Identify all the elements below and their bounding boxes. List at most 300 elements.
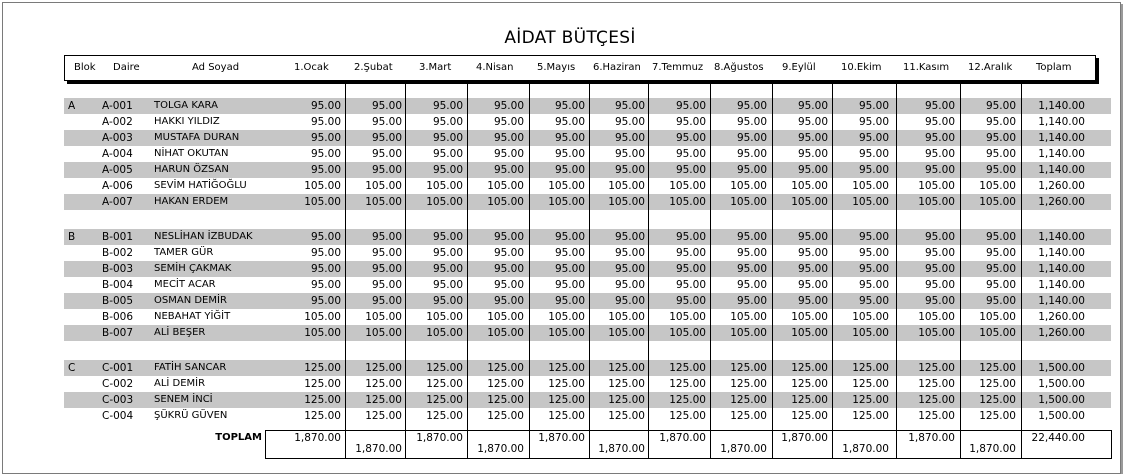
- name-cell: HAKAN ERDEM: [154, 196, 229, 207]
- month-amount-cell: 105.00: [979, 311, 1016, 323]
- month-amount-cell: 95.00: [858, 295, 889, 307]
- month-amount-cell: 95.00: [614, 231, 645, 243]
- name-cell: NESLİHAN İZBUDAK: [154, 231, 253, 242]
- daire-cell: A-003: [102, 132, 133, 144]
- month-amount-cell: 95.00: [797, 231, 828, 243]
- month-amount-cell: 125.00: [791, 378, 828, 390]
- month-amount-cell: 95.00: [924, 164, 955, 176]
- month-amount-cell: 95.00: [554, 132, 585, 144]
- column-header-14: 12.Aralık: [968, 62, 1013, 73]
- month-total-cell: 1,870.00: [781, 432, 828, 444]
- grid-line: [960, 84, 961, 458]
- month-amount-cell: 95.00: [985, 100, 1016, 112]
- month-amount-cell: 95.00: [797, 132, 828, 144]
- month-amount-cell: 95.00: [614, 132, 645, 144]
- table-row: [0, 277, 1126, 293]
- row-total-cell: 1,500.00: [1038, 362, 1085, 374]
- month-amount-cell: 125.00: [730, 394, 767, 406]
- month-amount-cell: 95.00: [432, 164, 463, 176]
- name-cell: ALİ DEMİR: [154, 378, 206, 389]
- month-amount-cell: 125.00: [608, 362, 645, 374]
- month-amount-cell: 105.00: [979, 327, 1016, 339]
- month-amount-cell: 125.00: [669, 362, 706, 374]
- month-amount-cell: 125.00: [304, 394, 341, 406]
- month-amount-cell: 95.00: [554, 231, 585, 243]
- row-total-cell: 1,500.00: [1038, 410, 1085, 422]
- month-amount-cell: 105.00: [548, 327, 585, 339]
- month-amount-cell: 95.00: [858, 148, 889, 160]
- daire-cell: A-006: [102, 180, 133, 192]
- month-amount-cell: 95.00: [675, 164, 706, 176]
- month-amount-cell: 105.00: [852, 196, 889, 208]
- month-amount-cell: 125.00: [487, 362, 524, 374]
- daire-cell: B-002: [102, 247, 134, 259]
- table-row: [0, 98, 1126, 114]
- row-total-cell: 1,260.00: [1038, 180, 1085, 192]
- month-amount-cell: 95.00: [797, 148, 828, 160]
- month-amount-cell: 105.00: [669, 327, 706, 339]
- month-amount-cell: 95.00: [432, 132, 463, 144]
- month-amount-cell: 95.00: [985, 231, 1016, 243]
- daire-cell: A-004: [102, 148, 133, 160]
- month-amount-cell: 95.00: [736, 100, 767, 112]
- month-amount-cell: 95.00: [985, 263, 1016, 275]
- month-amount-cell: 95.00: [554, 247, 585, 259]
- month-amount-cell: 95.00: [554, 116, 585, 128]
- month-amount-cell: 125.00: [852, 378, 889, 390]
- month-amount-cell: 125.00: [426, 394, 463, 406]
- month-amount-cell: 125.00: [487, 410, 524, 422]
- name-cell: SENEM İNCİ: [154, 394, 213, 405]
- row-total-cell: 1,140.00: [1038, 279, 1085, 291]
- table-row: [0, 293, 1126, 309]
- month-amount-cell: 105.00: [304, 311, 341, 323]
- month-amount-cell: 105.00: [918, 327, 955, 339]
- month-amount-cell: 105.00: [365, 196, 402, 208]
- month-amount-cell: 95.00: [736, 231, 767, 243]
- month-amount-cell: 95.00: [675, 231, 706, 243]
- month-amount-cell: 95.00: [736, 263, 767, 275]
- month-amount-cell: 95.00: [493, 132, 524, 144]
- month-amount-cell: 105.00: [426, 196, 463, 208]
- month-amount-cell: 125.00: [918, 378, 955, 390]
- month-amount-cell: 95.00: [736, 279, 767, 291]
- daire-cell: B-005: [102, 295, 134, 307]
- month-amount-cell: 95.00: [736, 164, 767, 176]
- month-amount-cell: 105.00: [487, 311, 524, 323]
- month-amount-cell: 105.00: [669, 311, 706, 323]
- row-total-cell: 1,140.00: [1038, 247, 1085, 259]
- month-amount-cell: 95.00: [432, 279, 463, 291]
- month-amount-cell: 105.00: [979, 196, 1016, 208]
- row-total-cell: 1,140.00: [1038, 100, 1085, 112]
- column-header-4: 2.Şubat: [354, 62, 393, 73]
- month-amount-cell: 105.00: [608, 327, 645, 339]
- month-amount-cell: 125.00: [365, 378, 402, 390]
- month-amount-cell: 105.00: [304, 180, 341, 192]
- month-amount-cell: 125.00: [426, 362, 463, 374]
- month-total-cell: 1,870.00: [477, 443, 524, 455]
- month-amount-cell: 95.00: [614, 247, 645, 259]
- row-total-cell: 1,140.00: [1038, 132, 1085, 144]
- month-amount-cell: 95.00: [371, 263, 402, 275]
- month-amount-cell: 95.00: [614, 164, 645, 176]
- month-amount-cell: 125.00: [548, 394, 585, 406]
- month-amount-cell: 95.00: [924, 116, 955, 128]
- month-amount-cell: 125.00: [608, 394, 645, 406]
- column-header-5: 3.Mart: [419, 62, 452, 73]
- month-amount-cell: 105.00: [608, 196, 645, 208]
- month-amount-cell: 95.00: [371, 132, 402, 144]
- table-row: [0, 360, 1126, 376]
- month-amount-cell: 95.00: [554, 279, 585, 291]
- month-amount-cell: 105.00: [365, 311, 402, 323]
- table-row: [0, 114, 1126, 130]
- month-amount-cell: 95.00: [371, 100, 402, 112]
- row-total-cell: 1,500.00: [1038, 394, 1085, 406]
- month-amount-cell: 95.00: [736, 247, 767, 259]
- row-total-cell: 1,140.00: [1038, 116, 1085, 128]
- table-row: [0, 178, 1126, 194]
- month-amount-cell: 95.00: [493, 295, 524, 307]
- month-amount-cell: 125.00: [852, 410, 889, 422]
- totals-label: TOPLAM: [215, 432, 262, 443]
- column-header-0: Blok: [74, 62, 96, 73]
- month-amount-cell: 95.00: [432, 247, 463, 259]
- month-amount-cell: 95.00: [310, 279, 341, 291]
- table-row: [0, 325, 1126, 341]
- month-amount-cell: 105.00: [548, 180, 585, 192]
- month-amount-cell: 105.00: [730, 196, 767, 208]
- row-total-cell: 1,140.00: [1038, 148, 1085, 160]
- month-amount-cell: 95.00: [675, 263, 706, 275]
- month-amount-cell: 95.00: [924, 247, 955, 259]
- table-row: [0, 146, 1126, 162]
- table-row: [0, 408, 1126, 424]
- month-amount-cell: 125.00: [669, 410, 706, 422]
- month-amount-cell: 95.00: [858, 164, 889, 176]
- month-amount-cell: 95.00: [493, 247, 524, 259]
- grid-line: [405, 84, 406, 458]
- month-amount-cell: 105.00: [852, 180, 889, 192]
- month-total-cell: 1,870.00: [538, 432, 585, 444]
- month-amount-cell: 125.00: [304, 378, 341, 390]
- month-amount-cell: 105.00: [791, 327, 828, 339]
- month-amount-cell: 95.00: [493, 100, 524, 112]
- month-amount-cell: 95.00: [614, 263, 645, 275]
- month-amount-cell: 105.00: [426, 327, 463, 339]
- month-amount-cell: 125.00: [852, 362, 889, 374]
- name-cell: FATİH SANCAR: [154, 362, 227, 373]
- month-amount-cell: 95.00: [371, 164, 402, 176]
- month-amount-cell: 105.00: [918, 196, 955, 208]
- month-amount-cell: 95.00: [924, 295, 955, 307]
- month-amount-cell: 95.00: [554, 148, 585, 160]
- month-amount-cell: 95.00: [310, 231, 341, 243]
- month-amount-cell: 95.00: [858, 231, 889, 243]
- month-amount-cell: 95.00: [310, 116, 341, 128]
- daire-cell: A-007: [102, 196, 133, 208]
- month-amount-cell: 95.00: [614, 279, 645, 291]
- month-amount-cell: 105.00: [852, 327, 889, 339]
- month-amount-cell: 105.00: [730, 180, 767, 192]
- month-amount-cell: 95.00: [924, 231, 955, 243]
- month-amount-cell: 125.00: [979, 362, 1016, 374]
- grid-line: [529, 84, 530, 458]
- daire-cell: B-001: [102, 231, 134, 243]
- month-amount-cell: 105.00: [487, 327, 524, 339]
- month-amount-cell: 125.00: [487, 378, 524, 390]
- month-amount-cell: 105.00: [669, 196, 706, 208]
- month-amount-cell: 125.00: [608, 410, 645, 422]
- month-amount-cell: 125.00: [669, 394, 706, 406]
- month-amount-cell: 95.00: [310, 263, 341, 275]
- daire-cell: C-003: [102, 394, 134, 406]
- month-amount-cell: 125.00: [791, 362, 828, 374]
- month-amount-cell: 125.00: [548, 362, 585, 374]
- month-total-cell: 1,870.00: [416, 432, 463, 444]
- row-total-cell: 1,260.00: [1038, 311, 1085, 323]
- name-cell: HAKKI YILDIZ: [154, 116, 220, 127]
- month-amount-cell: 95.00: [614, 295, 645, 307]
- month-amount-cell: 125.00: [365, 394, 402, 406]
- column-header-3: 1.Ocak: [294, 62, 329, 73]
- month-total-cell: 1,870.00: [355, 443, 402, 455]
- month-amount-cell: 95.00: [493, 116, 524, 128]
- month-amount-cell: 125.00: [304, 410, 341, 422]
- month-amount-cell: 95.00: [493, 164, 524, 176]
- month-amount-cell: 105.00: [304, 196, 341, 208]
- row-total-cell: 1,140.00: [1038, 263, 1085, 275]
- month-amount-cell: 95.00: [736, 116, 767, 128]
- month-amount-cell: 95.00: [736, 295, 767, 307]
- daire-cell: C-001: [102, 362, 134, 374]
- month-amount-cell: 105.00: [365, 327, 402, 339]
- grid-line: [1021, 84, 1022, 458]
- month-amount-cell: 95.00: [432, 116, 463, 128]
- month-amount-cell: 95.00: [675, 132, 706, 144]
- name-cell: ŞÜKRÜ GÜVEN: [154, 410, 228, 421]
- month-amount-cell: 95.00: [985, 132, 1016, 144]
- month-amount-cell: 95.00: [614, 116, 645, 128]
- month-amount-cell: 95.00: [432, 263, 463, 275]
- daire-cell: C-002: [102, 378, 134, 390]
- daire-cell: A-005: [102, 164, 133, 176]
- month-amount-cell: 105.00: [365, 180, 402, 192]
- month-amount-cell: 95.00: [675, 279, 706, 291]
- row-total-cell: 1,260.00: [1038, 327, 1085, 339]
- month-amount-cell: 95.00: [310, 100, 341, 112]
- row-total-cell: 1,500.00: [1038, 378, 1085, 390]
- month-amount-cell: 95.00: [985, 164, 1016, 176]
- daire-cell: A-002: [102, 116, 133, 128]
- daire-cell: B-003: [102, 263, 134, 275]
- table-row: [0, 245, 1126, 261]
- month-amount-cell: 95.00: [371, 247, 402, 259]
- month-amount-cell: 125.00: [487, 394, 524, 406]
- month-amount-cell: 105.00: [979, 180, 1016, 192]
- month-amount-cell: 95.00: [858, 263, 889, 275]
- month-amount-cell: 105.00: [730, 311, 767, 323]
- month-amount-cell: 95.00: [797, 164, 828, 176]
- grid-line: [345, 84, 346, 458]
- month-amount-cell: 95.00: [924, 148, 955, 160]
- grand-total-cell: 22,440.00: [1031, 432, 1085, 444]
- daire-cell: B-006: [102, 311, 134, 323]
- name-cell: OSMAN DEMİR: [154, 295, 227, 306]
- row-total-cell: 1,140.00: [1038, 164, 1085, 176]
- month-amount-cell: 95.00: [371, 231, 402, 243]
- daire-cell: C-004: [102, 410, 134, 422]
- month-amount-cell: 95.00: [432, 148, 463, 160]
- row-total-cell: 1,140.00: [1038, 295, 1085, 307]
- month-amount-cell: 95.00: [985, 148, 1016, 160]
- month-amount-cell: 125.00: [365, 362, 402, 374]
- month-amount-cell: 125.00: [918, 410, 955, 422]
- month-amount-cell: 95.00: [310, 132, 341, 144]
- table-row: [0, 392, 1126, 408]
- table-row: [0, 194, 1126, 210]
- daire-cell: A-001: [102, 100, 133, 112]
- month-amount-cell: 125.00: [791, 410, 828, 422]
- row-total-cell: 1,140.00: [1038, 231, 1085, 243]
- month-amount-cell: 125.00: [608, 378, 645, 390]
- month-total-cell: 1,870.00: [842, 443, 889, 455]
- name-cell: ALİ BEŞER: [154, 327, 206, 338]
- month-amount-cell: 125.00: [918, 394, 955, 406]
- month-amount-cell: 125.00: [791, 394, 828, 406]
- month-amount-cell: 95.00: [675, 148, 706, 160]
- month-amount-cell: 125.00: [730, 378, 767, 390]
- name-cell: TAMER GÜR: [154, 247, 214, 258]
- name-cell: SEVİM HATİĞOĞLU: [154, 180, 247, 191]
- month-amount-cell: 105.00: [918, 311, 955, 323]
- month-amount-cell: 95.00: [554, 164, 585, 176]
- month-amount-cell: 105.00: [608, 311, 645, 323]
- name-cell: NİHAT OKUTAN: [154, 148, 229, 159]
- month-amount-cell: 105.00: [548, 196, 585, 208]
- month-amount-cell: 95.00: [858, 100, 889, 112]
- month-amount-cell: 95.00: [924, 100, 955, 112]
- name-cell: NEBAHAT YİĞİT: [154, 311, 231, 322]
- month-amount-cell: 95.00: [675, 295, 706, 307]
- month-amount-cell: 95.00: [310, 247, 341, 259]
- month-amount-cell: 105.00: [852, 311, 889, 323]
- column-header-1: Daire: [113, 62, 140, 73]
- month-amount-cell: 95.00: [432, 231, 463, 243]
- month-amount-cell: 125.00: [548, 410, 585, 422]
- column-header-15: Toplam: [1036, 62, 1072, 73]
- name-cell: TOLGA KARA: [154, 100, 218, 111]
- month-amount-cell: 125.00: [979, 378, 1016, 390]
- table-row: [0, 309, 1126, 325]
- table-row: [0, 162, 1126, 178]
- month-amount-cell: 105.00: [487, 196, 524, 208]
- name-cell: HARUN ÖZSAN: [154, 164, 229, 175]
- month-amount-cell: 125.00: [669, 378, 706, 390]
- month-amount-cell: 105.00: [791, 196, 828, 208]
- table-row: [0, 130, 1126, 146]
- table-row: [0, 261, 1126, 277]
- name-cell: MUSTAFA DURAN: [154, 132, 240, 143]
- name-cell: SEMİH ÇAKMAK: [154, 263, 232, 274]
- month-amount-cell: 105.00: [304, 327, 341, 339]
- month-amount-cell: 95.00: [858, 132, 889, 144]
- column-header-2: Ad Soyad: [192, 62, 240, 73]
- month-amount-cell: 105.00: [548, 311, 585, 323]
- month-total-cell: 1,870.00: [294, 432, 341, 444]
- month-amount-cell: 95.00: [858, 247, 889, 259]
- month-amount-cell: 105.00: [608, 180, 645, 192]
- blok-label: A: [68, 100, 76, 112]
- month-amount-cell: 95.00: [985, 247, 1016, 259]
- month-amount-cell: 125.00: [979, 394, 1016, 406]
- month-amount-cell: 95.00: [432, 100, 463, 112]
- table-row: [0, 229, 1126, 245]
- month-amount-cell: 95.00: [371, 279, 402, 291]
- month-amount-cell: 95.00: [858, 116, 889, 128]
- grid-line: [896, 84, 897, 458]
- report-title: AİDAT BÜTÇESİ: [504, 28, 636, 48]
- grid-line: [648, 84, 649, 458]
- month-amount-cell: 105.00: [730, 327, 767, 339]
- month-amount-cell: 105.00: [791, 180, 828, 192]
- month-amount-cell: 95.00: [432, 295, 463, 307]
- month-amount-cell: 95.00: [924, 132, 955, 144]
- column-header-12: 10.Ekim: [841, 62, 882, 73]
- month-amount-cell: 95.00: [985, 116, 1016, 128]
- grid-line: [467, 84, 468, 458]
- month-amount-cell: 95.00: [675, 247, 706, 259]
- month-amount-cell: 125.00: [918, 362, 955, 374]
- month-total-cell: 1,870.00: [969, 443, 1016, 455]
- month-amount-cell: 95.00: [797, 116, 828, 128]
- blok-label: C: [68, 362, 76, 374]
- month-amount-cell: 95.00: [797, 247, 828, 259]
- month-amount-cell: 95.00: [736, 132, 767, 144]
- grid-line: [772, 84, 773, 458]
- month-amount-cell: 95.00: [985, 279, 1016, 291]
- month-amount-cell: 125.00: [730, 410, 767, 422]
- month-amount-cell: 105.00: [487, 180, 524, 192]
- month-amount-cell: 95.00: [797, 100, 828, 112]
- month-total-cell: 1,870.00: [598, 443, 645, 455]
- month-amount-cell: 125.00: [852, 394, 889, 406]
- column-header-8: 6.Haziran: [593, 62, 641, 73]
- month-amount-cell: 95.00: [614, 148, 645, 160]
- month-amount-cell: 95.00: [736, 148, 767, 160]
- month-total-cell: 1,870.00: [720, 443, 767, 455]
- month-amount-cell: 95.00: [797, 295, 828, 307]
- column-header-10: 8.Ağustos: [714, 62, 764, 73]
- month-amount-cell: 95.00: [310, 295, 341, 307]
- month-amount-cell: 95.00: [554, 263, 585, 275]
- month-amount-cell: 125.00: [304, 362, 341, 374]
- month-amount-cell: 95.00: [371, 116, 402, 128]
- blok-label: B: [68, 231, 76, 243]
- month-amount-cell: 125.00: [426, 410, 463, 422]
- month-amount-cell: 125.00: [979, 410, 1016, 422]
- month-amount-cell: 95.00: [493, 263, 524, 275]
- month-amount-cell: 95.00: [985, 295, 1016, 307]
- month-amount-cell: 95.00: [371, 148, 402, 160]
- month-amount-cell: 105.00: [791, 311, 828, 323]
- month-amount-cell: 95.00: [310, 148, 341, 160]
- column-header-11: 9.Eylül: [782, 62, 816, 73]
- daire-cell: B-004: [102, 279, 134, 291]
- month-amount-cell: 105.00: [918, 180, 955, 192]
- table-row: [0, 376, 1126, 392]
